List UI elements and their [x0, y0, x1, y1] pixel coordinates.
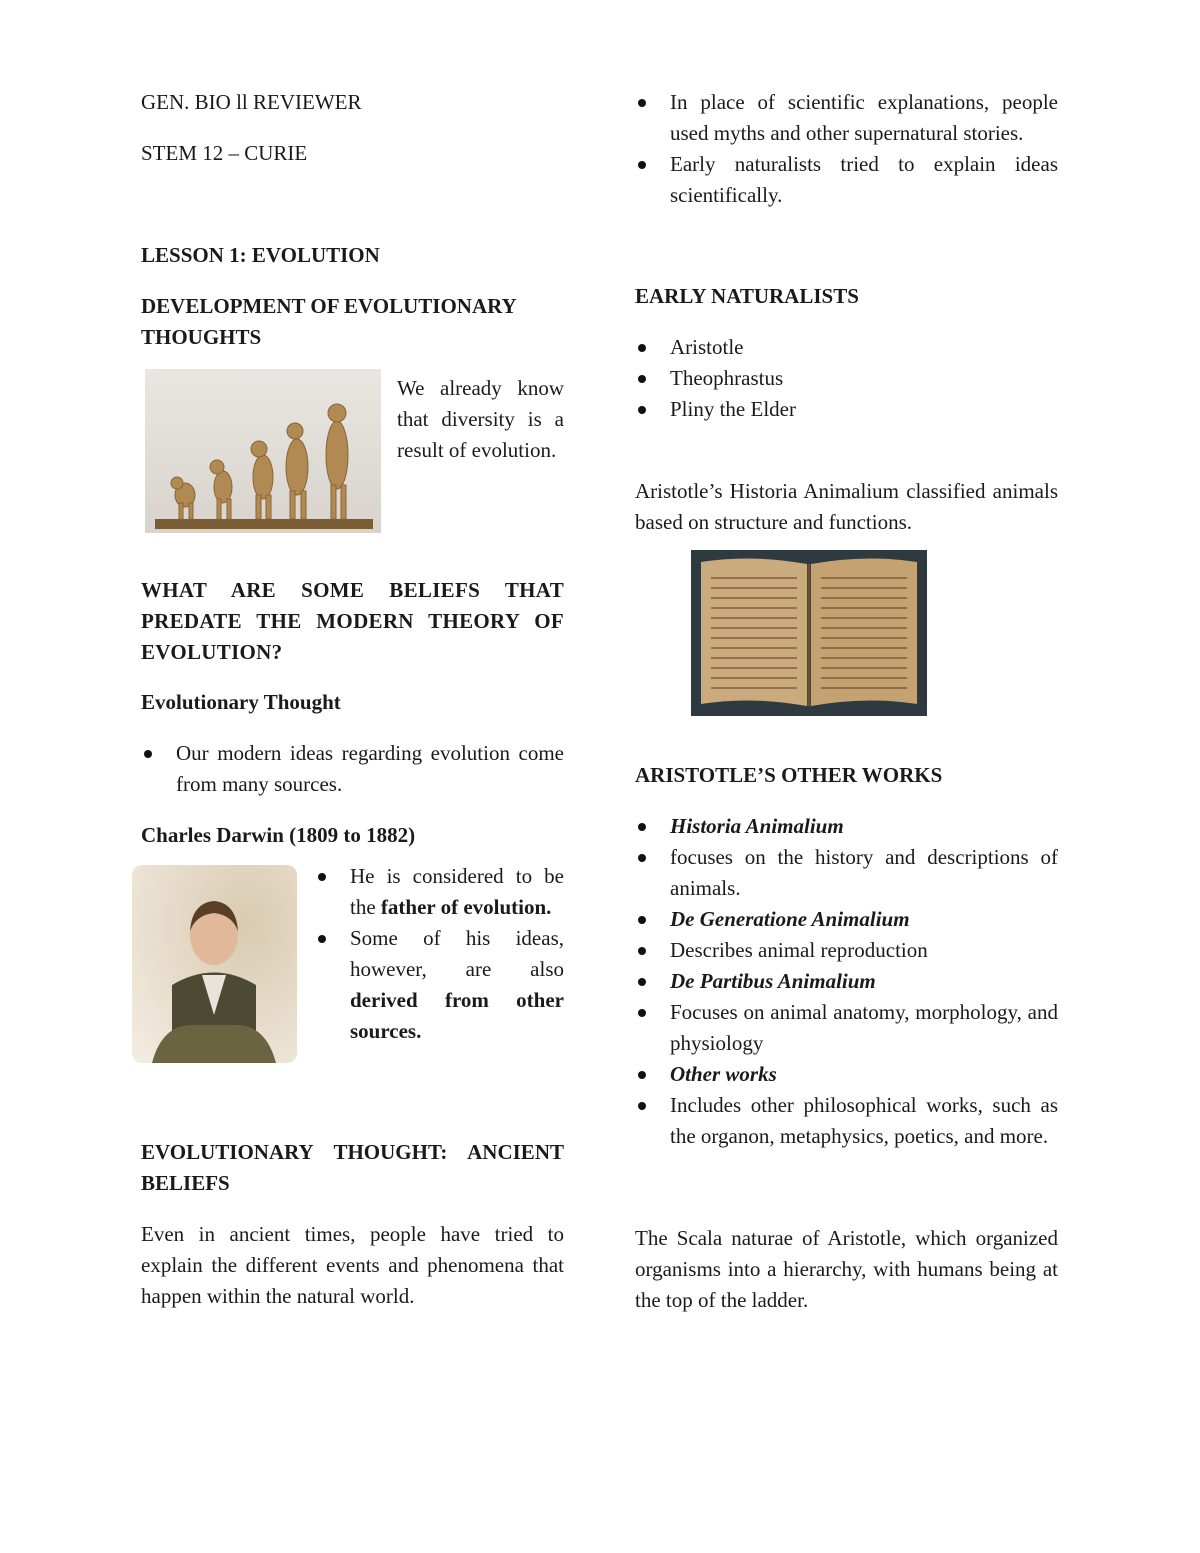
list-item: Historia Animalium — [635, 811, 1058, 842]
dev-heading: DEVELOPMENT OF EVOLUTIONARY THOUGHTS — [141, 294, 516, 349]
darwin-illustration — [132, 865, 297, 1063]
left-column — [141, 87, 564, 1312]
myth-list — [635, 87, 1058, 211]
doc-title: GEN. BIO ll REVIEWER — [141, 90, 362, 114]
list-item: Theophrastus — [635, 363, 1058, 394]
beliefs-heading: WHAT ARE SOME BELIEFS THAT PREDATE THE MODERN THEORY OF EVOLUTION? — [141, 578, 564, 664]
works-list — [635, 811, 1058, 1152]
right-column — [635, 87, 1058, 1316]
naturalists-list — [635, 332, 1058, 425]
list-item: De Generatione Animalium — [635, 904, 1058, 935]
list-item: Early naturalists tried to explain ideas scientifically. — [635, 149, 1058, 211]
ancient-heading: EVOLUTIONARY THOUGHT: ANCIENT BELIEFS — [141, 1140, 564, 1195]
historia-text: Aristotle’s Historia Animalium classified animals based on structure and functions. — [635, 479, 1058, 534]
works-heading: ARISTOTLE’S OTHER WORKS — [635, 763, 943, 787]
evo-thought-list — [141, 738, 564, 800]
darwin-block — [141, 861, 564, 1081]
diversity-text: We already know that diversity is a result of evolution. — [397, 376, 564, 462]
list-item: In place of scientific explanations, people used myths and other supernatural stories. — [635, 87, 1058, 149]
list-item: Our modern ideas regarding evolution come from many sources. — [141, 738, 564, 800]
human-evolution-illustration — [145, 369, 381, 533]
list-item: Other works — [635, 1059, 1058, 1090]
scala-text: The Scala naturae of Aristotle, which organized organisms into a hierarchy, with humans being at the top of the ladder. — [635, 1226, 1058, 1312]
list-item: Aristotle — [635, 332, 1058, 363]
lesson-heading: LESSON 1: EVOLUTION — [141, 243, 380, 267]
manuscript-illustration — [691, 550, 927, 716]
list-item: He is considered to be the father of evolution. — [315, 861, 564, 923]
list-item: Describes animal reproduction — [635, 935, 1058, 966]
darwin-portrait — [132, 865, 297, 1063]
ancient-text: Even in ancient times, people have tried to explain the different events and phenomena that happen within the natural world. — [141, 1222, 564, 1308]
list-item: Some of his ideas, however, are also derived from other sources. — [315, 923, 564, 1047]
doc-section: STEM 12 – CURIE — [141, 141, 308, 165]
darwin-list — [315, 861, 564, 1047]
list-item: Includes other philosophical works, such as the organon, metaphysics, poetics, and more. — [635, 1090, 1058, 1152]
list-item: focuses on the history and descriptions of animals. — [635, 842, 1058, 904]
list-item: Pliny the Elder — [635, 394, 1058, 425]
historia-manuscript-image — [691, 550, 927, 716]
evolution-image — [145, 369, 381, 533]
list-item: Focuses on animal anatomy, morphology, and physiology — [635, 997, 1058, 1059]
evo-thought-subheading: Evolutionary Thought — [141, 690, 341, 714]
darwin-heading: Charles Darwin (1809 to 1882) — [141, 823, 416, 847]
list-item: De Partibus Animalium — [635, 966, 1058, 997]
naturalists-heading: EARLY NATURALISTS — [635, 284, 859, 308]
evolution-figure-block — [141, 363, 564, 538]
